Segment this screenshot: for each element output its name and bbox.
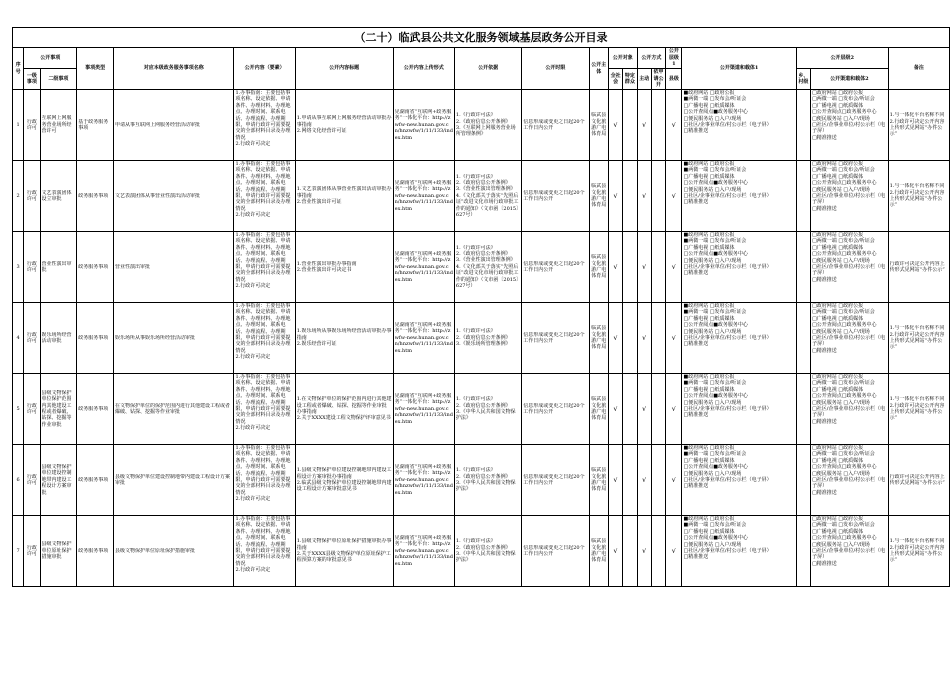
- row-service-name: 申请从事互联网上网服务经营活动审批: [114, 90, 234, 161]
- header-target-all: 全社会: [609, 69, 623, 90]
- row-level-b-town: [796, 303, 810, 374]
- row-level-b-town: [796, 232, 810, 303]
- row-level2: 县级文物保护单位建设控制地带内建设工程设计方案审批: [40, 445, 77, 516]
- header-service-name: 对应本级政务服务事项名称: [114, 48, 234, 90]
- row-content-title: 1.营业性演出审批办事指南 2.营业性演出许可决定书: [295, 232, 393, 303]
- header-content-elements: 公开内容（要素）: [234, 48, 295, 90]
- row-target-specific: [623, 161, 637, 232]
- row-item-type: 政务服务事项: [77, 445, 114, 516]
- row-seq: 4: [13, 303, 24, 374]
- row-method-active: √: [637, 516, 651, 587]
- row-subject: 临武县文化旅游广电体育局: [589, 90, 608, 161]
- row-channel1: ■政府网站 □政府公报 ■两微一端 □发布会/听证会 □广播电视 □纸质媒体 □公开查阅点■政务服务中心 □便民服务站 □入户/现场 □社区/企事业单位/村公示栏（电子屏） □精准推送: [682, 303, 796, 374]
- row-target-all: √: [609, 374, 623, 445]
- row-remark: 1.与一体化平台名称不同 2.行政许可决定公开内容上传形式见网站“办件公示”: [888, 161, 949, 232]
- row-content-elements: 1.办事指南：主要包括事项名称、设定依据、申请条件、办理材料、办理地点、办理时间、联系电话、办理流程、办理期限，申请行政许可需要提交的全部材料目录及办理情况 2.行政许可决定: [234, 516, 295, 587]
- row-service-name: 县级文物保护单位原址保护措施审批: [114, 516, 234, 587]
- row-item-type: 政务服务事项: [77, 303, 114, 374]
- row-level1: 行政许可: [24, 303, 40, 374]
- row-method-active: √: [637, 90, 651, 161]
- row-method-active: √: [637, 232, 651, 303]
- table-row: [13, 374, 950, 445]
- row-target-specific: [623, 90, 637, 161]
- row-method-apply: [651, 374, 665, 445]
- table-row: [13, 516, 950, 587]
- catalog-table: [12, 47, 950, 587]
- row-basis: 1.《行政许可法》 2.《政府信息公开条例》 3.《中华人民共和国文物保护法》: [454, 445, 521, 516]
- row-level1: 行政许可: [24, 161, 40, 232]
- row-target-specific: [623, 374, 637, 445]
- table-row: [13, 90, 950, 161]
- row-item-type: 政务服务事项: [77, 374, 114, 445]
- row-remark: 1.与一体化平台名称不同 2.行政许可决定公开内容上传形式见网站“办件公示”: [888, 516, 949, 587]
- header-target: 公开对象: [609, 48, 638, 69]
- row-content-elements: 1.办事指南：主要包括事项名称、设定依据、申请条件、办理材料、办理地点、办理时间、联系电话、办理流程、办理期限，申请行政许可需要提交的全部材料目录及办理情况 2.行政许可决定: [234, 161, 295, 232]
- row-seq: 2: [13, 161, 24, 232]
- table-row: [13, 232, 950, 303]
- row-content-title: 1.在文物保护单位的保护范围内进行其他建设工程或者爆破、钻探、挖掘等作业审批办事指南 2.关于XXXX建设工程文物保护评审意见书: [295, 374, 393, 445]
- row-level2: 互联网上网服务营业场所经营许可: [40, 90, 77, 161]
- header-method: 公开方式: [637, 48, 666, 69]
- row-level2: 县级文物保护单位原址保护措施审批: [40, 516, 77, 587]
- row-basis: 1.《行政许可法》 2.《政府信息公开条例》 3.《营业性演出管理条例》 4.《文化部关于落实“先照后证”改进文化市场行政审批工作的通知》（文市函〔2015〕627号）: [454, 232, 521, 303]
- row-time-limit: 信息形成或变更之日起20个工作日内公开: [522, 445, 589, 516]
- row-content-title: 1.县级文物保护单位建设控制地带内建设工程设计方案审批办事指南 2.临武县级文物保护单位建设控制地带内建设工程设计方案审批意见书: [295, 445, 393, 516]
- row-channel2: □政府网站 □政府公报 □两微一端 □发布会/听证会 □广播电视 □纸质媒体 □公开查阅点□政务服务中心 □便民服务站 □入户/现场 □社区/企事业单位/村公示栏（电子屏） □精准推送: [811, 90, 889, 161]
- header-method-apply: 依申请公开: [651, 69, 665, 90]
- row-level1: 行政许可: [24, 445, 40, 516]
- row-method-apply: [651, 161, 665, 232]
- row-method-apply: [651, 445, 665, 516]
- row-remark: 1.与一体化平台名称不同 2.行政许可决定公开内容上传形式见网站“办件公示”: [888, 303, 949, 374]
- row-level1: 行政许可: [24, 516, 40, 587]
- header-method-active: 主动: [637, 69, 651, 90]
- row-subject: 临武县文化旅游广电体育局: [589, 303, 608, 374]
- row-target-all: √: [609, 232, 623, 303]
- header-public-items: 公开事项: [24, 48, 77, 69]
- row-basis: 1.《行政许可法》 2.《政府信息公开条例》 3.《互联网上网服务营业场所管理条例》: [454, 90, 521, 161]
- row-seq: 7: [13, 516, 24, 587]
- row-upload-format: 见湖南省“互联网+政务服务”一体化平台：http://zwfw-new.hunan.gov.cn/hnzwfw/1/11/133/index.htm: [393, 90, 454, 161]
- row-subject: 临武县文化旅游广电体育局: [589, 374, 608, 445]
- row-method-active: √: [637, 303, 651, 374]
- row-level2: 娱乐场所经营活动审批: [40, 303, 77, 374]
- row-basis: 1.《行政许可法》 2.《政府信息公开条例》 3.《中华人民共和国文物保护法》: [454, 516, 521, 587]
- row-target-specific: [623, 303, 637, 374]
- row-level-a-county: √: [666, 90, 682, 161]
- row-level2: 县级文物保护单位保护范围内其他建设工程或者爆破、钻探、挖掘等作业审批: [40, 374, 77, 445]
- row-time-limit: 信息形成或变更之日起20个工作日内公开: [522, 232, 589, 303]
- row-level-a-county: √: [666, 516, 682, 587]
- row-channel2: □政府网站 □政府公报 □两微一端 □发布会/听证会 □广播电视 □纸质媒体 □公开查阅点□政务服务中心 □便民服务站 □入户/现场 □社区/企事业单位/村公示栏（电子屏） □精准推送: [811, 161, 889, 232]
- row-basis: 1.《行政许可法》 2.《政府信息公开条例》 3.《娱乐场所管理条例》: [454, 303, 521, 374]
- row-method-apply: [651, 232, 665, 303]
- row-method-active: √: [637, 445, 651, 516]
- row-content-title: 1.文艺表演团体从事营业性演出活动审批办事指南 2.营业性演出许可证: [295, 161, 393, 232]
- row-subject: 临武县文化旅游广电体育局: [589, 445, 608, 516]
- row-time-limit: 信息形成或变更之日起20个工作日内公开: [522, 516, 589, 587]
- row-channel2: □政府网站 □政府公报 □两微一端 □发布会/听证会 □广播电视 □纸质媒体 □公开查阅点□政务服务中心 □便民服务站 □入户/现场 □社区/企事业单位/村公示栏（电子屏） □精准推送: [811, 445, 889, 516]
- row-target-specific: [623, 445, 637, 516]
- table-row: [13, 445, 950, 516]
- row-time-limit: 信息形成或变更之日起20个工作日内公开: [522, 374, 589, 445]
- row-upload-format: 见湖南省“互联网+政务服务”一体化平台：http://zwfw-new.hunan.gov.cn/hnzwfw/1/11/133/index.htm: [393, 374, 454, 445]
- row-service-name: 文艺表演团体从事营业性演出活动审批: [114, 161, 234, 232]
- row-upload-format: 见湖南省“互联网+政务服务”一体化平台：http://zwfw-new.hunan.gov.cn/hnzwfw/1/11/133/index.htm: [393, 232, 454, 303]
- header-content-title: 公开内容标题: [295, 48, 393, 90]
- row-method-apply: [651, 90, 665, 161]
- header-seq: 序号: [13, 48, 24, 90]
- row-service-name: 娱乐场所从事娱乐场所经营活动审批: [114, 303, 234, 374]
- header-subject: 公开主体: [589, 48, 608, 90]
- row-method-active: √: [637, 161, 651, 232]
- row-seq: 6: [13, 445, 24, 516]
- row-time-limit: 信息形成或变更之日起20个工作日内公开: [522, 161, 589, 232]
- row-target-all: √: [609, 90, 623, 161]
- row-service-name: 营业性演出审批: [114, 232, 234, 303]
- row-content-title: 1.申请从事互联网上网服务经营活动审批办事指南 2.网络文化经营许可证: [295, 90, 393, 161]
- row-method-active: √: [637, 374, 651, 445]
- row-level-a-county: √: [666, 303, 682, 374]
- row-time-limit: 信息形成或变更之日起20个工作日内公开: [522, 303, 589, 374]
- row-channel1: ■政府网站 □政府公报 ■两微一端 □发布会/听证会 □广播电视 □纸质媒体 □公开查阅点■政务服务中心 □便民服务站 □入户/现场 □社区/企事业单位/村公示栏（电子屏） □精准推送: [682, 516, 796, 587]
- row-content-elements: 1.办事指南：主要包括事项名称、设定依据、申请条件、办理材料、办理地点、办理时间、联系电话、办理流程、办理期限，申请行政许可需要提交的全部材料目录及办理情况 2.行政许可决定: [234, 374, 295, 445]
- row-item-type: 政务服务事项: [77, 161, 114, 232]
- header-level2: 二级事项: [40, 69, 77, 90]
- header-level-a-county: 县级: [666, 69, 682, 90]
- header-item-type: 事项类型: [77, 48, 114, 90]
- row-level2: 文艺表演团体设立审批: [40, 161, 77, 232]
- row-channel2: □政府网站 □政府公报 □两微一端 □发布会/听证会 □广播电视 □纸质媒体 □公开查阅点□政务服务中心 □便民服务站 □入户/现场 □社区/企事业单位/村公示栏（电子屏） □精准推送: [811, 232, 889, 303]
- header-channel1: 公开渠道和载体1: [682, 48, 796, 90]
- header-level1: 一级事项: [24, 69, 40, 90]
- row-method-apply: [651, 303, 665, 374]
- row-level-b-town: [796, 374, 810, 445]
- row-channel1: ■政府网站 □政府公报 ■两微一端 □发布会/听证会 □广播电视 □纸质媒体 □公开查阅点■政务服务中心 □便民服务站 □入户/现场 □社区/企事业单位/村公示栏（电子屏） □精准推送: [682, 445, 796, 516]
- header-target-specific: 特定群众: [623, 69, 637, 90]
- row-level1: 行政许可: [24, 90, 40, 161]
- row-upload-format: 见湖南省“互联网+政务服务”一体化平台：http://zwfw-new.hunan.gov.cn/hnzwfw/1/11/133/index.htm: [393, 303, 454, 374]
- row-basis: 1.《行政许可法》 2.《政府信息公开条例》 3.《中华人民共和国文物保护法》: [454, 374, 521, 445]
- header-level-b-town: 乡、村级: [796, 69, 810, 90]
- header-time-limit: 公开时限: [522, 48, 589, 90]
- row-item-type: 政务服务事项: [77, 232, 114, 303]
- row-target-specific: [623, 516, 637, 587]
- row-content-title: 1.县级文物保护单位原址保护措施审批办事指南 2.关于XXXX县级文物保护单位原址保护工程预算方案的审批意见书: [295, 516, 393, 587]
- page-title: （二十）临武县公共文化服务领域基层政务公开目录: [12, 27, 950, 47]
- table-row: [13, 303, 950, 374]
- row-service-name: 县级文物保护单位建设控制地带内建设工程设计方案审批: [114, 445, 234, 516]
- row-target-all: √: [609, 161, 623, 232]
- row-basis: 1.《行政许可法》 2.《政府信息公开条例》 3.《营业性演出管理条例》 4.《文化部关于落实“先照后证”改进文化市场行政审批工作的通知》（文市函〔2015〕627号）: [454, 161, 521, 232]
- row-channel1: ■政府网站 □政府公报 ■两微一端 □发布会/听证会 □广播电视 □纸质媒体 □公开查阅点■政务服务中心 □便民服务站 □入户/现场 □社区/企事业单位/村公示栏（电子屏） □精准推送: [682, 161, 796, 232]
- header-level-a: 公开层级1: [666, 48, 682, 69]
- row-seq: 1: [13, 90, 24, 161]
- row-level-b-town: [796, 90, 810, 161]
- header-level-b: 公开层级2: [796, 48, 888, 69]
- row-target-specific: [623, 232, 637, 303]
- row-channel2: □政府网站 □政府公报 □两微一端 □发布会/听证会 □广播电视 □纸质媒体 □公开查阅点□政务服务中心 □便民服务站 □入户/现场 □社区/企事业单位/村公示栏（电子屏） □精准推送: [811, 516, 889, 587]
- row-level-b-town: [796, 445, 810, 516]
- row-upload-format: 见湖南省“互联网+政务服务”一体化平台：http://zwfw-new.hunan.gov.cn/hnzwfw/1/11/133/index.htm: [393, 161, 454, 232]
- header-basis: 公开依据: [454, 48, 521, 90]
- row-content-elements: 1.办事指南：主要包括事项名称、设定依据、申请条件、办理材料、办理地点、办理时间、联系电话、办理流程、办理期限，申请行政许可需要提交的全部材料目录及办理情况 2.行政许可决定: [234, 90, 295, 161]
- row-level-a-county: √: [666, 161, 682, 232]
- row-service-name: 在文物保护单位的保护范围内进行其他建设工程或者爆破、钻探、挖掘等作业审批: [114, 374, 234, 445]
- row-content-elements: 1.办事指南：主要包括事项名称、设定依据、申请条件、办理材料、办理地点、办理时间、联系电话、办理流程、办理期限，申请行政许可需要提交的全部材料目录及办理情况 2.行政许可决定: [234, 445, 295, 516]
- row-seq: 3: [13, 232, 24, 303]
- row-upload-format: 见湖南省“互联网+政务服务”一体化平台：http://zwfw-new.hunan.gov.cn/hnzwfw/1/11/133/index.htm: [393, 445, 454, 516]
- row-channel1: ■政府网站 □政府公报 ■两微一端 □发布会/听证会 □广播电视 □纸质媒体 □公开查阅点■政务服务中心 □便民服务站 □入户/现场 □社区/企事业单位/村公示栏（电子屏） □精准推送: [682, 232, 796, 303]
- row-content-elements: 1.办事指南：主要包括事项名称、设定依据、申请条件、办理材料、办理地点、办理时间、联系电话、办理流程、办理期限，申请行政许可需要提交的全部材料目录及办理情况 2.行政许可决定: [234, 303, 295, 374]
- table-row: [13, 161, 950, 232]
- row-item-type: 基于政务服务事项: [77, 90, 114, 161]
- row-level1: 行政许可: [24, 232, 40, 303]
- row-time-limit: 信息形成或变更之日起20个工作日内公开: [522, 90, 589, 161]
- row-subject: 临武县文化旅游广电体育局: [589, 516, 608, 587]
- header-upload-format: 公开内容上传形式: [393, 48, 454, 90]
- row-level-a-county: √: [666, 232, 682, 303]
- row-remark: 1.与一体化平台名称不同 2.行政许可决定公开内容上传形式见网站“办件公示”: [888, 90, 949, 161]
- row-subject: 临武县文化旅游广电体育局: [589, 232, 608, 303]
- row-upload-format: 见湖南省“互联网+政务服务”一体化平台：http://zwfw-new.hunan.gov.cn/hnzwfw/1/11/133/index.htm: [393, 516, 454, 587]
- row-target-all: √: [609, 445, 623, 516]
- row-content-elements: 1.办事指南：主要包括事项名称、设定依据、申请条件、办理材料、办理地点、办理时间、联系电话、办理流程、办理期限，申请行政许可需要提交的全部材料目录及办理情况 2.行政许可决定: [234, 232, 295, 303]
- table-body: [13, 90, 950, 587]
- row-level-b-town: [796, 516, 810, 587]
- row-level-b-town: [796, 161, 810, 232]
- row-channel1: ■政府网站 □政府公报 ■两微一端 □发布会/听证会 □广播电视 □纸质媒体 □公开查阅点■政务服务中心 □便民服务站 □入户/现场 □社区/企事业单位/村公示栏（电子屏） □精准推送: [682, 90, 796, 161]
- catalog-sheet: [12, 27, 950, 587]
- row-content-title: 1.娱乐场所从事娱乐场所经营活动审批办事指南 2.娱乐经营许可证: [295, 303, 393, 374]
- row-level-a-county: √: [666, 374, 682, 445]
- row-remark: 1.与一体化平台名称不同 2.行政许可决定公开内容上传形式见网站“办件公示”: [888, 374, 949, 445]
- row-subject: 临武县文化旅游广电体育局: [589, 161, 608, 232]
- row-method-apply: [651, 516, 665, 587]
- row-level-a-county: √: [666, 445, 682, 516]
- row-channel2: □政府网站 □政府公报 □两微一端 □发布会/听证会 □广播电视 □纸质媒体 □公开查阅点□政务服务中心 □便民服务站 □入户/现场 □社区/企事业单位/村公示栏（电子屏） □精准推送: [811, 374, 889, 445]
- row-level2: 营业性演出审批: [40, 232, 77, 303]
- header-channel2: 公开渠道和载体2: [811, 69, 889, 90]
- row-remark: 行政许可决定公开内容上传形式见网站“办件公示”: [888, 445, 949, 516]
- row-level1: 行政许可: [24, 374, 40, 445]
- row-item-type: 政务服务事项: [77, 516, 114, 587]
- row-seq: 5: [13, 374, 24, 445]
- header-remark: 备注: [888, 48, 949, 90]
- row-target-all: √: [609, 303, 623, 374]
- row-remark: 行政许可决定公开内容上传形式见网站“办件公示”: [888, 232, 949, 303]
- row-channel1: ■政府网站 □政府公报 ■两微一端 □发布会/听证会 □广播电视 □纸质媒体 □公开查阅点■政务服务中心 □便民服务站 □入户/现场 □社区/企事业单位/村公示栏（电子屏） □精准推送: [682, 374, 796, 445]
- row-target-all: √: [609, 516, 623, 587]
- row-channel2: □政府网站 □政府公报 □两微一端 □发布会/听证会 □广播电视 □纸质媒体 □公开查阅点□政务服务中心 □便民服务站 □入户/现场 □社区/企事业单位/村公示栏（电子屏） □精准推送: [811, 303, 889, 374]
